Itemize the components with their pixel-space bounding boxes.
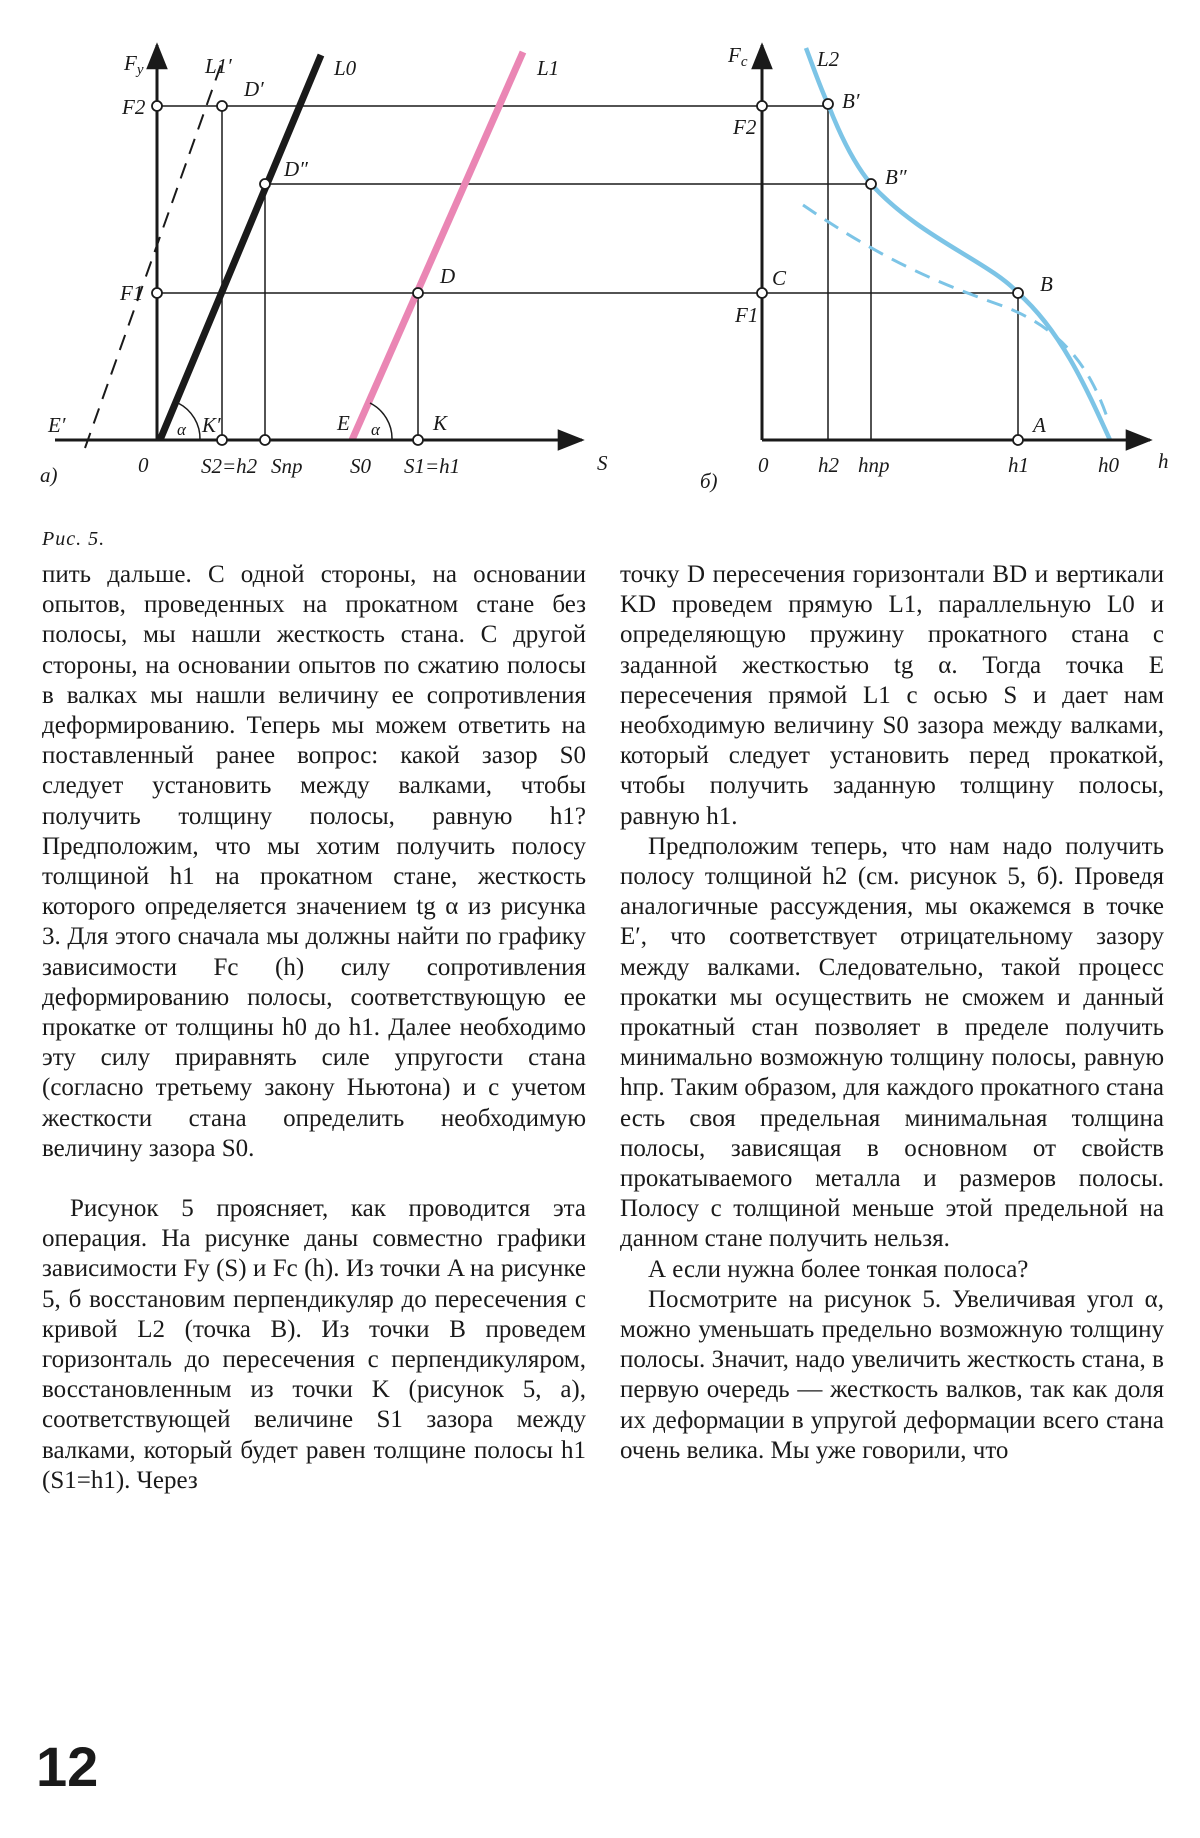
label-L0: L0 xyxy=(334,56,357,80)
left-paragraph-1: пить дальше. С одной стороны, на основании опытов, проведенных на прокатном стане без полосы, мы нашли жесткость стана. С другой стороны, на основании опытов по сжатию полосы в валках мы нашли величину ее сопротивления деформированию. Теперь мы можем ответить на поставленный ранее вопрос: какой зазор S0 следует установить между валками, чтобы получить толщину полосы, равную h1? Предположим, что мы хотим получить полосу толщиной h1 на прокатном стане, жесткость которого определяется значением tg α из рисунка 3. Для этого сначала мы должны найти по графику зависимости Fс (h) силу сопротивления деформированию полосы, соответствующую ее прокатке от толщины h0 до h1. Далее необходимо эту силу приравнять силе упругости стана (согласно третьему закону Ньютона) и с учетом жесткости стана определить необходимую величину зазора S0. xyxy=(42,561,586,1162)
label-F2-b: F2 xyxy=(733,115,757,139)
tick-h1: h1 xyxy=(1008,453,1029,477)
right-paragraph-2: Предположим теперь, что нам надо получить полосу толщиной h2 (см. рисунок 5, б). Проведя аналогичные рассуждения, мы окажемся в точке E′, что соответствует отрицательному зазору между валками. Следовательно, такой процесс прокатки мы осуществить не сможем и данный прокатный стан позволяет в пределе получить минимально возможную толщину полосы, равную hпр. Таким образом, для каждого прокатного стана есть своя предельная минимальная толщина полосы, зависящая в основном от свойств прокатываемого металла и размеров полосы. Полосу с толщиной меньше этой предельной на данном стане получить нельзя. xyxy=(620,832,1164,1253)
label-panel-a: а) xyxy=(40,463,58,487)
label-S-axis: S xyxy=(597,451,608,475)
point-C xyxy=(757,288,767,298)
label-B-double-prime: B″ xyxy=(885,165,907,189)
tick-h-pr: hпр xyxy=(858,453,890,477)
label-panel-b: б) xyxy=(700,469,718,493)
label-D-prime: D′ xyxy=(244,77,264,101)
tick-S1-h1: S1=h1 xyxy=(404,454,461,478)
point-B xyxy=(1013,288,1023,298)
label-L1-prime: L1′ xyxy=(205,54,232,78)
label-D-double-prime: D″ xyxy=(284,157,308,181)
right-column xyxy=(620,560,1164,1466)
right-paragraph-4: Посмотрите на рисунок 5. Увеличивая угол α, можно уменьшать предельно возможную толщину полосы. Значит, надо увеличить жесткость стана, в первую очередь — жесткость валков, так как доля их деформации в упругой деформации всего стана очень велика. Мы уже говорили, что xyxy=(620,1285,1164,1464)
label-F2-a: F2 xyxy=(122,95,146,119)
label-K: K xyxy=(433,411,448,435)
point-S-pr xyxy=(260,435,270,445)
left-paragraph-2: Рисунок 5 проясняет, как проводится эта операция. На рисунке даны совместно графики зависимости Fу (S) и Fс (h). Из точки A на рисунке 5, б восстановим перпендикуляр до пересечения с кривой L2 (точка B). Из точки B проведем горизонталь до пересечения с перпендикуляром, восстановленным из точки K (рисунок 5, а), соответствующей величине S1 зазора между валками, который будет равен толщине полосы h1 (S1=h1). Через xyxy=(42,1195,586,1494)
label-K-prime: K′ xyxy=(202,413,221,437)
label-F-y: Fу xyxy=(124,51,144,78)
point-F2-a xyxy=(152,101,162,111)
label-B-prime: B′ xyxy=(842,89,860,113)
label-alpha-2: α xyxy=(371,420,380,439)
point-F1-a xyxy=(152,288,162,298)
label-F1-b: F1 xyxy=(735,303,759,327)
label-L2: L2 xyxy=(817,47,840,71)
right-paragraph-1: точку D пересечения горизонтали BD и вертикали KD проведем прямую L1, параллельную L0 и определяющую пружину прокатного стана с заданной жесткостью tg α. Тогда точка E пересечения прямой L1 с осью S и дает нам необходимую величину S0 зазора между валками, который следует установить перед прокаткой, чтобы получить заданную толщину полосы, равную h1. xyxy=(620,561,1164,830)
label-B: B xyxy=(1040,272,1053,296)
page-number: 12 xyxy=(36,1735,99,1798)
point-B-prime xyxy=(823,99,833,109)
tick-S0: S0 xyxy=(350,454,371,478)
label-C: C xyxy=(772,266,787,290)
line-L1-prime xyxy=(85,62,222,448)
label-E-prime: E′ xyxy=(48,413,66,437)
point-D xyxy=(413,288,423,298)
figure-caption: Рис. 5. xyxy=(42,528,106,550)
point-A xyxy=(1013,435,1023,445)
label-F-c: Fс xyxy=(728,43,748,70)
tick-S2-h2: S2=h2 xyxy=(201,454,258,478)
label-D: D xyxy=(440,264,456,288)
line-L0 xyxy=(160,55,321,440)
curve-dashed xyxy=(803,205,1108,420)
tick-0-b: 0 xyxy=(758,453,769,477)
tick-h0: h0 xyxy=(1098,453,1119,477)
label-L1: L1 xyxy=(537,56,560,80)
left-column xyxy=(42,560,586,1496)
point-F2-b xyxy=(757,101,767,111)
figure-5 xyxy=(0,0,1200,510)
panel-b xyxy=(757,45,1150,445)
point-B-double-prime xyxy=(866,179,876,189)
tick-0-a: 0 xyxy=(138,453,149,477)
point-D-prime xyxy=(217,101,227,111)
label-alpha-1: α xyxy=(177,420,186,439)
point-K xyxy=(413,435,423,445)
label-A: A xyxy=(1033,413,1046,437)
tick-S-pr: Sпр xyxy=(271,454,303,478)
label-h-axis: h xyxy=(1158,449,1169,473)
label-E: E xyxy=(337,411,350,435)
panel-a xyxy=(55,45,1018,448)
tick-h2: h2 xyxy=(818,453,839,477)
point-D-double-prime xyxy=(260,179,270,189)
label-F1-a: F1 xyxy=(120,281,144,305)
line-L1 xyxy=(352,52,523,440)
right-paragraph-3: А если нужна более тонкая полоса? xyxy=(648,1255,1029,1283)
